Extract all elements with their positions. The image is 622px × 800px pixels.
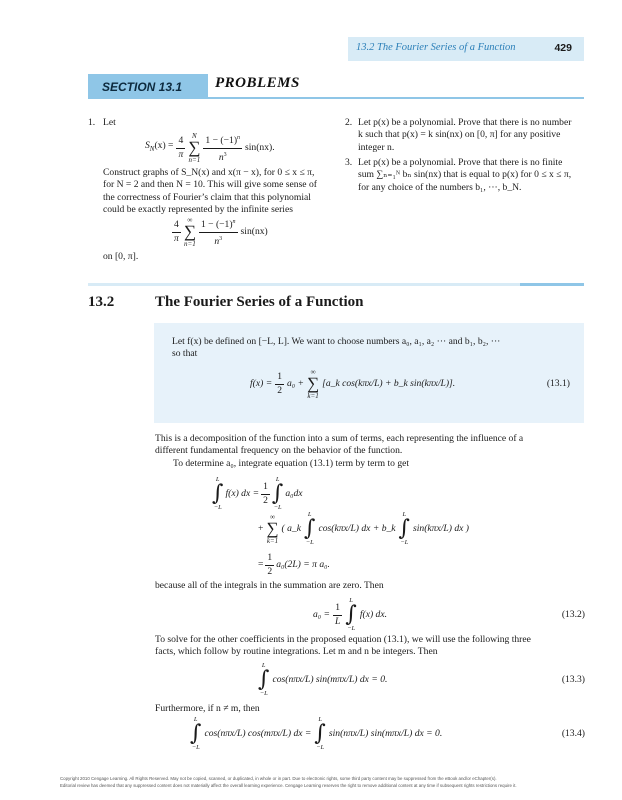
- definition-text: [172, 336, 577, 361]
- sn-tail: sin(nx).: [245, 141, 275, 153]
- problem-3-line: sum ∑ₙ₌₁ᴺ bₙ sin(nx) that is equal to p(x) for 0 ≤ x ≤ π,: [358, 169, 572, 181]
- eq132-lhs: a₀ =: [313, 608, 331, 620]
- problem-1-intro: Let: [103, 117, 116, 128]
- equation-integral-b: [258, 510, 469, 548]
- paragraph-furthermore: Furthermore, if n ≠ m, then: [155, 703, 260, 714]
- paragraph-line: different fundamental frequency on the behavior of the function.: [155, 445, 403, 457]
- problem-1-number: 1.: [88, 117, 96, 128]
- paragraph-line: facts, which follow by routine integrations. Let m and n be integers. Then: [155, 646, 438, 658]
- series-term: $\frac{1 - (-1)^n}{n^3}$: [199, 216, 238, 248]
- section-divider-accent: [520, 283, 584, 286]
- paragraph-line: To determine a₀, integrate equation (13.1) term by term to get: [173, 457, 410, 469]
- footer-line: Copyright 2010 Cengage Learning. All Rights Reserved. May not be copied, scanned, or duplicated, in whole or in part. Due to electronic rights, some third party content may be suppressed from the eBook and/or eChapter(s).: [60, 776, 497, 781]
- section-number: 13.2: [88, 294, 115, 310]
- running-header: [348, 37, 584, 61]
- equation-integral-a: [212, 476, 303, 512]
- equation-label-13-2: (13.2): [561, 608, 585, 620]
- section-tab-label: SECTION 13.1: [102, 80, 183, 94]
- paragraph-integrals-zero: because all of the integrals in the summation are zero. Then: [155, 580, 384, 591]
- problem-3-line: Let p(x) be a polynomial. Prove that there is no finite: [358, 157, 563, 168]
- equation-result: [258, 552, 330, 578]
- problem-1-text: [103, 167, 335, 217]
- page-number: 429: [554, 42, 572, 54]
- sn-term: $\frac{1 - (-1)^n}{n^3}$: [203, 132, 242, 164]
- eq131-a0: a₀ +: [286, 377, 304, 389]
- equation-sn: [145, 131, 275, 165]
- eqB-open: ( a_k: [281, 522, 301, 534]
- series-summation: ∞ ∑ n=1: [183, 216, 196, 248]
- eqA-half: $\frac{1}{2}$: [263, 481, 268, 506]
- integral-sign: L ∫ −L: [258, 662, 270, 697]
- footer-line: Editorial review has deemed that any suppressed content does not materially affect the overall learning experience. Cengage Learning reserves the right to remove additional content at any time if subsequent rights restrictions require it.: [60, 783, 517, 788]
- problem-1-line: Construct graphs of S_N(x) and x(π − x), for 0 ≤ x ≤ π,: [103, 167, 315, 178]
- equation-13-2: [313, 597, 585, 633]
- copyright-footer: [60, 775, 600, 789]
- problem-3-number: 3.: [345, 157, 353, 168]
- eqB-cos: cos(kπx/L) dx + b_k: [318, 522, 396, 534]
- problem-1-line: could be exactly represented by the infinite series: [103, 204, 293, 216]
- eq134-right: sin(nπx/L) sin(mπx/L) dx = 0.: [328, 727, 443, 739]
- section-tab: [88, 74, 208, 98]
- integral-sign: L ∫ −L: [304, 511, 316, 546]
- problem-3-text: [358, 157, 586, 194]
- definition-line: so that: [172, 348, 198, 360]
- problem-1-line: the correctness of Fourier’s claim that this polynomial: [103, 191, 311, 203]
- sn-summation: N ∑ n=1: [188, 132, 201, 164]
- eqA-lhs: f(x) dx =: [225, 487, 260, 499]
- problem-1-line: for N = 2 and then N = 10. This will give some sense of: [103, 179, 317, 191]
- problem-2-number: 2.: [345, 117, 353, 128]
- problems-title: PROBLEMS: [215, 75, 300, 91]
- eq131-lhs: f(x) =: [250, 377, 273, 389]
- problem-2-line: integer n.: [358, 141, 395, 153]
- eq132-fraction: $\frac{1}{L}$: [335, 602, 341, 627]
- integral-sign: L ∫ −L: [345, 597, 357, 632]
- series-coefficient: $\frac{4}{\pi}$: [174, 219, 179, 244]
- eq131-half: $\frac{1}{2}$: [277, 371, 282, 396]
- eqB-plus: +: [258, 522, 264, 534]
- eq132-rhs: f(x) dx.: [359, 608, 387, 620]
- eqA-rhs: a₀dx: [285, 487, 303, 499]
- running-title: 13.2 The Fourier Series of a Function: [356, 42, 516, 53]
- paragraph-line: This is a decomposition of the function into a sum of terms, each representing the influence of a: [155, 433, 524, 444]
- eq133-body: cos(nπx/L) sin(mπx/L) dx = 0.: [272, 673, 388, 685]
- section-title: The Fourier Series of a Function: [155, 294, 364, 310]
- integral-sign: L ∫ −L: [314, 716, 326, 751]
- integral-sign: L ∫ −L: [398, 511, 411, 546]
- definition-line: Let f(x) be defined on [−L, L]. We want to choose numbers a₀, a₁, a₂ ··· and b₁, b₂, ···: [172, 336, 501, 347]
- eqC-half: $\frac{1}{2}$: [267, 552, 273, 577]
- problem-2-text: [358, 117, 586, 154]
- problem-1-closing: on [0, π].: [103, 251, 139, 262]
- section-divider: [88, 283, 584, 286]
- paragraph-line: To solve for the other coefficients in the proposed equation (13.1), we will use the following three: [155, 634, 531, 645]
- eqC-rhs: a₀(2L) = π a₀.: [276, 558, 330, 570]
- problem-2-line: k such that p(x) = k sin(nx) on [0, π] for any positive: [358, 129, 561, 141]
- eq131-body: [a_k cos(kπx/L) + b_k sin(kπx/L)].: [322, 377, 456, 389]
- equation-13-4: [190, 716, 585, 752]
- series-tail: sin(nx): [240, 225, 268, 237]
- integral-sign: L ∫ −L: [212, 476, 224, 511]
- equation-label-13-3: (13.3): [561, 673, 585, 685]
- equation-13-1: [250, 366, 570, 402]
- equation-label-13-4: (13.4): [561, 727, 585, 739]
- section-rule: [88, 97, 584, 99]
- sn-lhs: $S_N(x)$ =: [145, 140, 174, 154]
- eqB-sin: sin(kπx/L) dx ): [413, 522, 469, 534]
- integral-sign: L ∫ −L: [190, 716, 202, 751]
- problem-2-line: Let p(x) be a polynomial. Prove that there is no number: [358, 117, 572, 128]
- paragraph-decomposition: [155, 433, 585, 470]
- integral-sign: L ∫ −L: [271, 476, 284, 511]
- equation-label-13-1: (13.1): [546, 377, 570, 389]
- eqB-summation: ∞ ∑ k=1: [266, 513, 279, 545]
- eqC-equals: =: [258, 558, 264, 570]
- problem-3-line: for any choice of the numbers b₁, ···, b_N.: [358, 181, 522, 193]
- sn-coefficient: $\frac{4}{\pi}$: [178, 135, 184, 160]
- equation-13-3: [258, 662, 585, 698]
- equation-series: [172, 215, 268, 249]
- eq131-summation: ∞ ∑ k=1: [307, 368, 320, 400]
- eq134-left: cos(nπx/L) cos(mπx/L) dx =: [204, 727, 312, 739]
- paragraph-coefficients: [155, 634, 585, 659]
